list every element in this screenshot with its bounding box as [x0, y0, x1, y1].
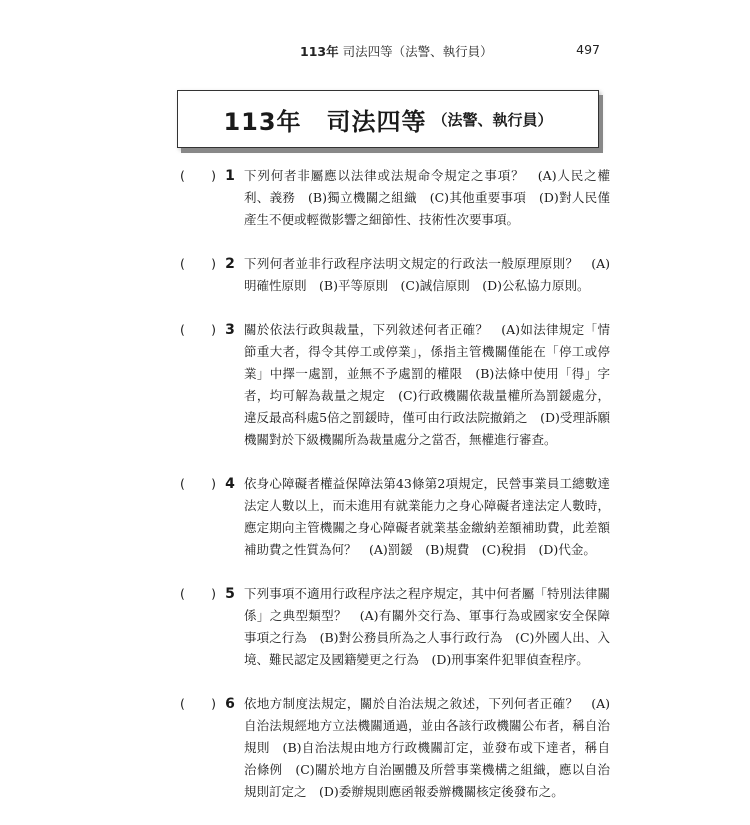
header-year: 113年: [300, 44, 339, 59]
question-text: 關於依法行政與裁量，下列敘述何者正確？ (A)如法律規定「情節重大者，得令其停工或停業」，係指主管機關僅能在「停工或停業」中擇一處罰，並無不予處罰的權限 (B)法條中使用「得」字者，均可解為裁量之規定 (C)行政機關依裁量權所為罰鍰處分，違反最高科處5倍之罰鍰時，僅可由行政法院撤銷之 (D)受理訴願機關對於下級機關所為裁量處分之當否，無權進行審查。: [244, 322, 610, 447]
question-list: [180, 165, 610, 825]
question-number: 1: [225, 168, 235, 184]
question-text: 下列何者非屬應以法律或法規命令規定之事項？ (A)人民之權利、義務 (B)獨立機關之組織 (C)其他重要事項 (D)對人民僅產生不便或輕微影響之細節性、技術性次要事項。: [244, 168, 610, 227]
paren-close: ): [211, 586, 216, 601]
page-title: 113年 司法四等: [223, 107, 427, 136]
question-item: [180, 693, 610, 803]
answer-blank: [180, 165, 220, 187]
answer-blank: [180, 693, 220, 715]
header-section: 司法四等（法警、執行員）: [342, 44, 493, 59]
question-number: 3: [225, 322, 235, 338]
question-text: 依地方制度法規定，關於自治法規之敘述，下列何者正確？ (A)自治法規經地方立法機關通過，並由各該行政機關公布者，稱自治規則 (B)自治法規由地方行政機關訂定，並發布或下達者，稱自治條例 (C)關於地方自治團體及所營事業機構之組織，應以自治規則訂定之 (D)委辦規則應函報委辦機關核定後發布之。: [244, 696, 610, 799]
paren-open: (: [180, 476, 185, 491]
page-subtitle: （法警、執行員）: [432, 110, 553, 129]
question-text: 下列何者並非行政程序法明文規定的行政法一般原理原則？ (A)明確性原則 (B)平等原則 (C)誠信原則 (D)公私協力原則。: [244, 256, 610, 293]
question-number: 2: [225, 256, 235, 272]
paren-close: ): [211, 696, 216, 711]
question-text: 依身心障礙者權益保障法第43條第2項規定，民營事業員工總數達法定人數以上，而未進用有就業能力之身心障礙者達法定人數時，應定期向主管機關之身心障礙者就業基金繳納差額補助費，此差額補助費之性質為何？ (A)罰鍰 (B)規費 (C)稅捐 (D)代金。: [244, 476, 610, 557]
paren-open: (: [180, 168, 185, 183]
running-header: [300, 42, 600, 60]
paren-close: ): [211, 168, 216, 183]
paren-close: ): [211, 256, 216, 271]
question-number: 4: [225, 476, 235, 492]
answer-blank: [180, 583, 220, 605]
question-item: [180, 583, 610, 671]
paren-close: ): [211, 322, 216, 337]
answer-blank: [180, 253, 220, 275]
paren-open: (: [180, 696, 185, 711]
question-item: [180, 165, 610, 231]
paren-open: (: [180, 322, 185, 337]
question-text: 下列事項不適用行政程序法之程序規定，其中何者屬「特別法律關係」之典型類型？ (A)有關外交行為、軍事行為或國家安全保障事項之行為 (B)對公務員所為之人事行政行為 (C)外國人出、入境、難民認定及國籍變更之行為 (D)刑事案件犯罪偵查程序。: [244, 586, 610, 667]
question-item: [180, 473, 610, 561]
page-number: 497: [576, 42, 600, 57]
question-item: [180, 253, 610, 297]
question-item: [180, 319, 610, 451]
answer-blank: [180, 319, 220, 341]
page-title-box: [177, 90, 599, 148]
paren-open: (: [180, 586, 185, 601]
paren-close: ): [211, 476, 216, 491]
question-number: 5: [225, 586, 235, 602]
paren-open: (: [180, 256, 185, 271]
answer-blank: [180, 473, 220, 495]
question-number: 6: [225, 696, 235, 712]
